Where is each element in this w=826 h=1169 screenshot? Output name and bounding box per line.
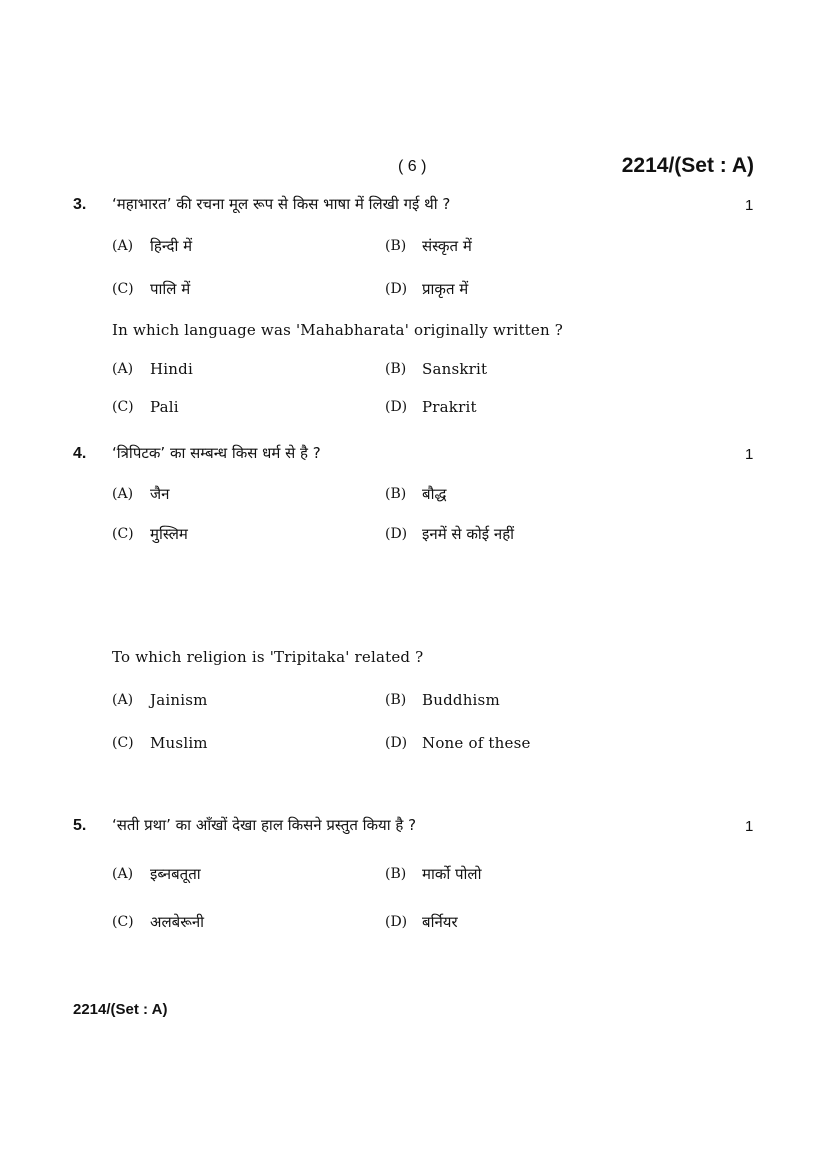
option-label: (A) xyxy=(112,692,134,708)
option-text: इनमें से कोई नहीं xyxy=(422,525,515,543)
option-text: इब्नबतूता xyxy=(150,865,201,883)
option-label: (B) xyxy=(385,486,407,502)
option-label: (D) xyxy=(385,735,408,751)
option-text: संस्कृत में xyxy=(422,237,472,255)
option-label: (B) xyxy=(385,692,407,708)
option-label: (C) xyxy=(112,526,134,542)
question-text-hindi: ‘त्रिपिटक’ का सम्बन्ध किस धर्म से है ? xyxy=(112,444,321,462)
option-text: बौद्ध xyxy=(422,485,447,503)
option-text: पालि में xyxy=(150,280,191,298)
option-label: (C) xyxy=(112,399,134,415)
question-number: 3. xyxy=(73,196,87,213)
option-label: (C) xyxy=(112,735,134,751)
option-label: (B) xyxy=(385,866,407,882)
option-text: Sanskrit xyxy=(422,360,488,378)
option-text: अलबेरूनी xyxy=(150,913,205,931)
option-text: Jainism xyxy=(150,691,208,709)
question-text-english: To which religion is 'Tripitaka' related ? xyxy=(112,648,424,666)
option-text: जैन xyxy=(150,485,170,503)
question-number: 5. xyxy=(73,817,87,834)
option-label: (B) xyxy=(385,238,407,254)
option-label: (A) xyxy=(112,238,134,254)
option-label: (A) xyxy=(112,486,134,502)
question-text-hindi: ‘महाभारत’ की रचना मूल रूप से किस भाषा में लिखी गई थी ? xyxy=(112,195,451,213)
option-text: Prakrit xyxy=(422,398,477,416)
option-text: बर्नियर xyxy=(422,913,458,931)
option-text: हिन्दी में xyxy=(150,237,193,255)
question-text-english: In which language was 'Mahabharata' originally written ? xyxy=(112,321,564,339)
question-marks: 1 xyxy=(745,446,754,463)
option-label: (D) xyxy=(385,526,408,542)
option-text: Buddhism xyxy=(422,691,500,709)
option-label: (D) xyxy=(385,281,408,297)
option-text: मुस्लिम xyxy=(150,525,188,543)
option-label: (A) xyxy=(112,866,134,882)
option-text: Muslim xyxy=(150,734,208,752)
option-text: Pali xyxy=(150,398,179,416)
option-text: Hindi xyxy=(150,360,193,378)
option-label: (C) xyxy=(112,914,134,930)
set-code-footer: 2214/(Set : A) xyxy=(73,1001,168,1018)
option-label: (B) xyxy=(385,361,407,377)
question-number: 4. xyxy=(73,445,87,462)
option-text: मार्को पोलो xyxy=(422,865,482,883)
question-text-hindi: ‘सती प्रथा’ का आँखों देखा हाल किसने प्रस्तुत किया है ? xyxy=(112,816,417,834)
option-text: प्राकृत में xyxy=(422,280,469,298)
page-number: ( 6 ) xyxy=(398,158,427,175)
question-marks: 1 xyxy=(745,197,754,214)
option-label: (D) xyxy=(385,914,408,930)
option-label: (A) xyxy=(112,361,134,377)
option-text: None of these xyxy=(422,734,531,752)
set-code-header: 2214/(Set : A) xyxy=(621,154,754,177)
option-label: (D) xyxy=(385,399,408,415)
option-label: (C) xyxy=(112,281,134,297)
question-marks: 1 xyxy=(745,818,754,835)
